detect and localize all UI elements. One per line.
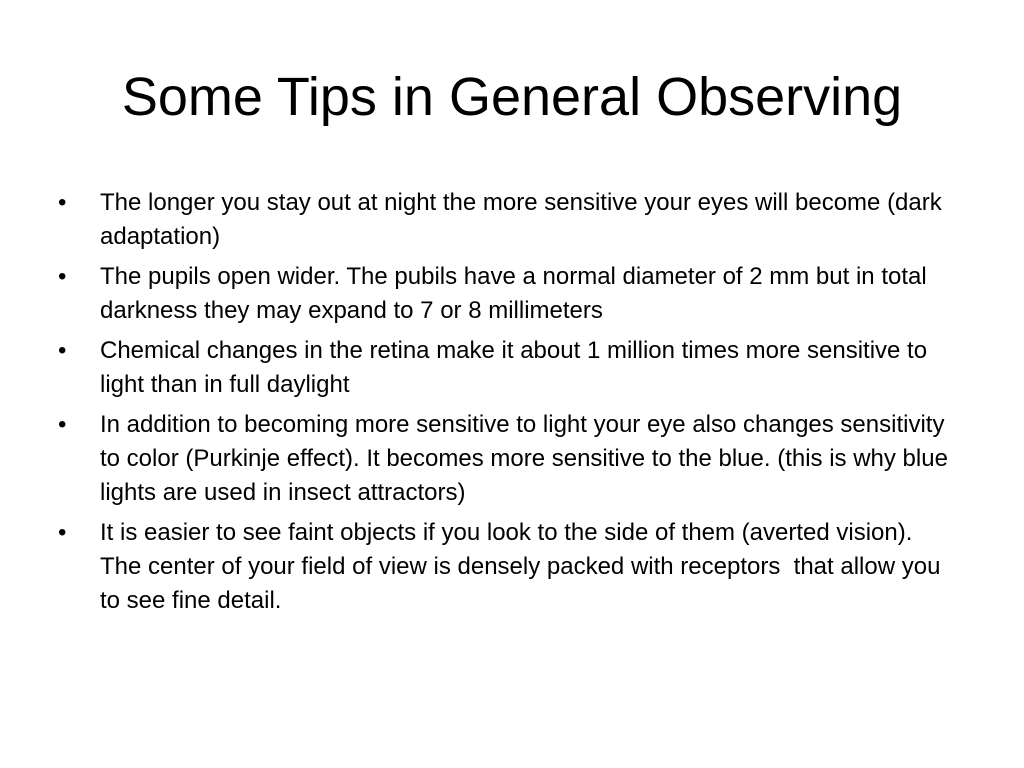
bullet-item <box>58 260 958 328</box>
bullet-marker: • <box>58 411 67 438</box>
bullet-marker: • <box>58 189 67 216</box>
bullet-marker: • <box>58 337 67 364</box>
bullet-item <box>58 334 958 402</box>
bullet-text: The pupils open wider. The pubils have a normal diameter of 2 mm but in total darkness they may expand to 7 or 8 millimeters <box>100 263 934 324</box>
bullet-text: Chemical changes in the retina make it about 1 million times more sensitive to light than in full daylight <box>100 337 934 398</box>
bullet-marker: • <box>58 263 67 290</box>
bullet-text: The longer you stay out at night the more sensitive your eyes will become (dark adaptation) <box>100 189 949 250</box>
bullet-item <box>58 408 958 510</box>
bullet-text: It is easier to see faint objects if you look to the side of them (averted vision). The center of your field of view is densely packed with receptors that allow you to see fine detail. <box>100 519 948 614</box>
bullet-marker: • <box>58 519 67 546</box>
bullet-text: In addition to becoming more sensitive to light your eye also changes sensitivity to color (Purkinje effect). It becomes more sensitive to the blue. (this is why blue lights are used in insect attractors) <box>100 411 955 506</box>
bullet-list <box>58 186 958 624</box>
bullet-item <box>58 516 958 618</box>
bullet-item <box>58 186 958 254</box>
slide-title: Some Tips in General Observing <box>121 67 903 127</box>
